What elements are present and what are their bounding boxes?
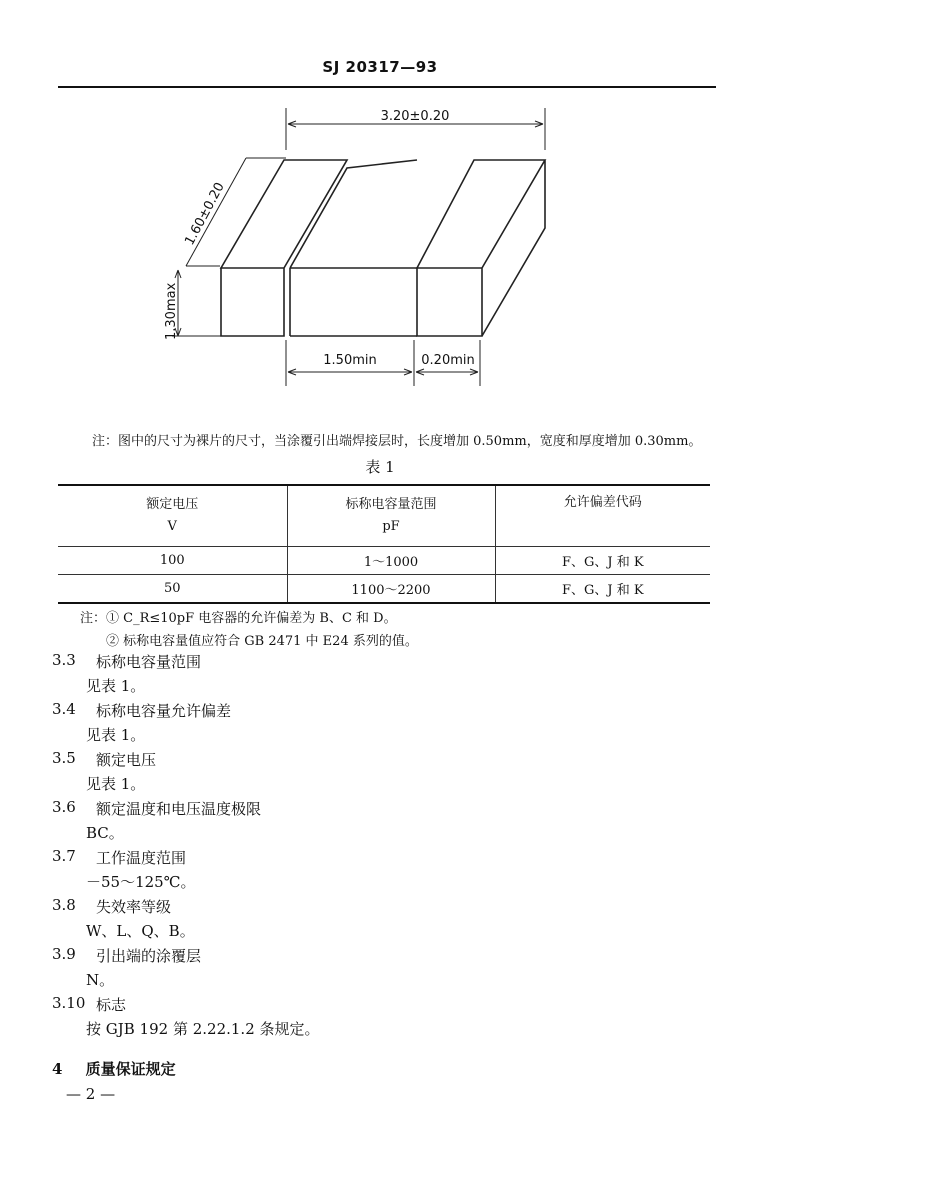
section-number: 3.8 <box>52 896 76 914</box>
section-body: BC。 <box>86 824 124 842</box>
table-cell: F、G、J 和 K <box>495 547 710 575</box>
section-body: W、L、Q、B。 <box>86 922 195 940</box>
column-name: 标称电容量范围 <box>345 497 437 512</box>
document-number: SJ 20317—93 <box>322 58 438 76</box>
section-title: 引出端的涂覆层 <box>96 947 202 965</box>
dimension-length-label: 3.20±0.20 <box>380 109 450 124</box>
chip-dimension-drawing <box>150 96 570 396</box>
section-title: 工作温度范围 <box>96 849 187 867</box>
section-body: 见表 1。 <box>86 677 146 695</box>
left-terminal-shape <box>221 160 347 336</box>
section-title: 标志 <box>96 996 127 1014</box>
column-header-tolerance <box>495 485 710 547</box>
table-cell: 1～1000 <box>287 547 495 575</box>
section-title: 额定电压 <box>96 751 157 769</box>
dimension-width-label: 1.60±0.20 <box>182 180 228 248</box>
table-row <box>58 575 710 604</box>
column-name: 额定电压 <box>146 497 199 512</box>
column-unit: V <box>167 519 177 534</box>
section-number: 3.10 <box>52 994 86 1012</box>
right-terminal-shape <box>417 160 545 336</box>
dimension-terminal-label: 0.20min <box>421 353 475 368</box>
section-number: 3.9 <box>52 945 76 963</box>
column-header-capacitance <box>287 485 495 547</box>
table-note-1: 注：① C_R≤10pF 电容器的允许偏差为 B、C 和 D。 <box>80 611 397 626</box>
chapter-heading <box>52 1058 176 1079</box>
section-body: 按 GJB 192 第 2.22.1.2 条规定。 <box>86 1020 320 1038</box>
rating-table <box>58 484 710 604</box>
section-body: 见表 1。 <box>86 775 146 793</box>
dimension-gap-label: 1.50min <box>323 353 377 368</box>
table-row <box>58 547 710 575</box>
section-number: 3.4 <box>52 700 76 718</box>
dimension-height-label: 1.30max <box>164 282 179 340</box>
column-header-voltage <box>58 485 287 547</box>
chapter-title: 质量保证规定 <box>85 1060 176 1078</box>
header-rule <box>58 86 716 88</box>
chip-body-shape <box>290 160 417 336</box>
section-body: 见表 1。 <box>86 726 146 744</box>
section-title: 标称电容量范围 <box>96 653 202 671</box>
table-header-row <box>58 485 710 547</box>
table-cell: 100 <box>58 547 287 575</box>
drawing-note: 注：图中的尺寸为裸片的尺寸，当涂覆引出端焊接层时，长度增加 0.50mm，宽度和厚度增加 0.30mm。 <box>92 434 702 449</box>
section-title: 失效率等级 <box>96 898 172 916</box>
section-body: N。 <box>86 971 115 989</box>
table-cell: F、G、J 和 K <box>495 575 710 604</box>
column-name: 允许偏差代码 <box>563 495 642 510</box>
section-title: 标称电容量允许偏差 <box>96 702 232 720</box>
section-number: 3.5 <box>52 749 76 767</box>
section-number: 3.6 <box>52 798 76 816</box>
column-unit: pF <box>382 519 400 534</box>
page-number: — 2 — <box>66 1085 116 1103</box>
table-cell: 50 <box>58 575 287 604</box>
section-number: 3.3 <box>52 651 76 669</box>
chapter-number: 4 <box>52 1060 63 1078</box>
section-title: 额定温度和电压温度极限 <box>96 800 262 818</box>
table-note-2: ② 标称电容量值应符合 GB 2471 中 E24 系列的值。 <box>106 634 418 649</box>
section-number: 3.7 <box>52 847 76 865</box>
table-cell: 1100～2200 <box>287 575 495 604</box>
section-body: －55～125℃。 <box>86 873 196 891</box>
table-title: 表 1 <box>365 458 395 476</box>
